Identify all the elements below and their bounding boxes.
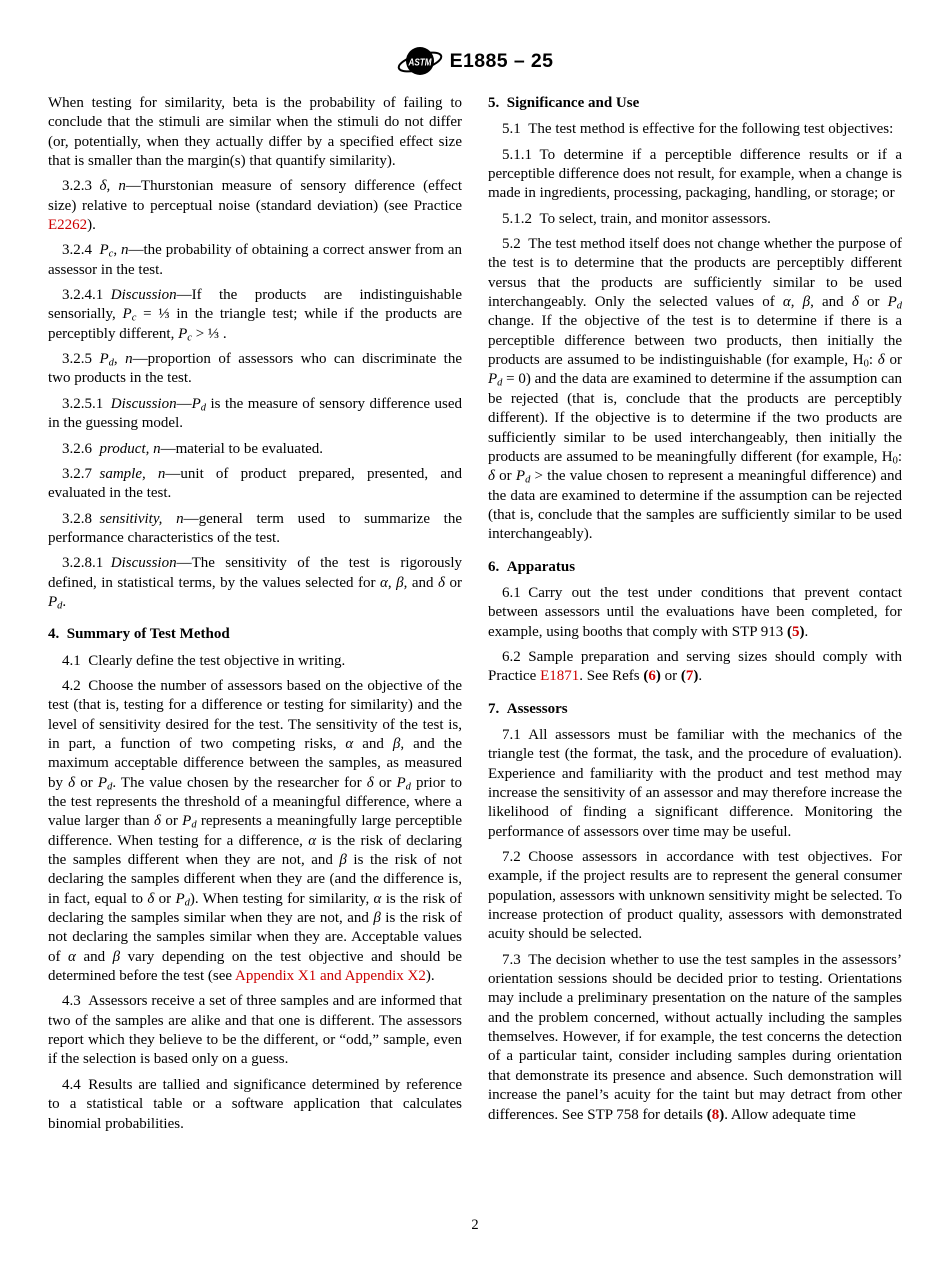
paragraph xyxy=(48,177,462,235)
paragraph xyxy=(48,350,462,389)
text-run: . See Refs xyxy=(579,668,644,685)
text-run: α xyxy=(308,832,317,849)
text-run: d xyxy=(108,357,114,369)
text-run: 6.2 Sample preparation and serving sizes should comply with Practice xyxy=(488,648,902,685)
paragraph xyxy=(488,210,902,229)
text-run: 4.1 Clearly define the test objective in writing. xyxy=(62,652,346,669)
paragraph xyxy=(488,584,902,642)
text-run: P xyxy=(99,351,109,368)
text-run: P xyxy=(178,325,188,342)
page-header xyxy=(0,42,950,80)
text-run: 4.3 Assessors receive a set of three samples and are informed that two of the samples are alike and that one is different. The assessors report which they believe to be the different, or “odd,” sample, even if the selection is based only on a guess. xyxy=(48,993,462,1068)
text-run: Discussion xyxy=(110,395,177,412)
text-run: 3.2.6 xyxy=(62,440,100,457)
text-run: 5.2 The test method itself does not change whether the purpose of the test is to determine that the products are perceptibly different versus that the products are sufficiently similar to be used interchangeably. Only the selected values of xyxy=(488,236,902,311)
text-run: δ xyxy=(366,774,374,791)
text-run: ( xyxy=(643,668,649,685)
paragraph xyxy=(488,848,902,945)
text-run: 3.2.8 xyxy=(62,510,100,527)
text-run: and xyxy=(75,948,113,965)
text-run: β xyxy=(112,948,121,965)
text-run: d xyxy=(200,402,207,414)
text-run: : xyxy=(897,448,902,465)
text-run: δ xyxy=(68,774,76,791)
reference-link[interactable]: 8 xyxy=(711,1106,720,1123)
paragraph xyxy=(48,677,462,987)
text-run: δ xyxy=(851,294,859,311)
text-run: > the value chosen to represent a meaningful difference) and the data are examined to determine if the assumption can be rejected (that is, conclude that the samples are sufficiently similar to be used interchangeably). xyxy=(488,468,902,543)
text-run: —unit of product prepared, presented, and evaluated in the test. xyxy=(48,465,462,502)
paragraph xyxy=(48,286,462,344)
text-run: or xyxy=(494,468,516,485)
paragraph xyxy=(48,510,462,549)
text-run: or xyxy=(373,774,397,791)
paragraph xyxy=(48,465,462,504)
paragraph xyxy=(48,94,462,171)
text-run: —If the products are indistinguishable sensorially, xyxy=(48,287,462,323)
text-run: . xyxy=(804,623,809,640)
text-run: When testing for similarity, beta is the probability of failing to conclude that the stimuli are similar when the stimuli do not differ (or, potentially, when they actually differ by a specified effect size that is smaller than the margin(s) that quantify similarity). xyxy=(48,95,462,170)
text-run: δ xyxy=(877,352,885,369)
text-run: ( xyxy=(680,668,686,685)
text-run: P xyxy=(887,294,897,311)
text-run: change. If the objective of the test is to determine if there is a perceptible difference between two products, then initially the products are assumed to be indistinguishable (for example, H xyxy=(488,313,902,369)
text-run: , xyxy=(113,351,126,368)
text-run: P xyxy=(99,242,109,259)
text-run: α xyxy=(782,294,791,311)
text-run: β xyxy=(396,574,404,591)
text-run: —general term used to summarize the performance characteristics of the test. xyxy=(48,510,462,546)
text-run: β xyxy=(373,910,381,927)
text-run: d xyxy=(184,897,190,909)
reference-link[interactable]: 5 xyxy=(792,623,800,640)
text-run: prior to the test represents the threshold of a meaningful difference, where a value larger than xyxy=(48,774,462,830)
text-run: is the risk of not declaring the samples different when they are (and the difference is, in fact, equal to xyxy=(48,852,462,907)
paragraph xyxy=(488,726,902,842)
paragraph xyxy=(48,241,462,280)
text-run: represents a meaningfully large perceptible difference. When testing for a difference, xyxy=(48,813,462,849)
text-run: 5.1 The test method is effective for the following test objectives: xyxy=(502,121,894,138)
text-run: or xyxy=(858,294,888,311)
text-run: β xyxy=(339,852,347,869)
astm-logo-icon xyxy=(397,42,443,80)
text-run: sensitivity, n xyxy=(99,510,184,527)
text-run: 6. Apparatus xyxy=(488,558,576,575)
text-run: d xyxy=(107,781,113,793)
text-run: — xyxy=(176,395,192,412)
text-run: 4.4 Results are tallied and significance determined by reference to a statistical table or a software application that calculates binomial probabilities. xyxy=(48,1076,462,1132)
reference-link[interactable]: E2262 xyxy=(48,217,88,234)
text-run: > ⅓ . xyxy=(191,325,227,342)
right-column xyxy=(488,94,902,1125)
paragraph xyxy=(48,652,462,671)
text-run: c xyxy=(187,332,192,344)
text-run: 3.2.5 xyxy=(62,351,100,368)
text-run: P xyxy=(48,593,58,610)
reference-link[interactable]: 7 xyxy=(685,668,694,685)
left-column xyxy=(48,94,462,1134)
text-run: product, n xyxy=(99,440,161,457)
text-run: 5.1.2 To select, train, and monitor assessors. xyxy=(502,210,771,227)
text-run: 0 xyxy=(863,358,869,370)
text-run: , xyxy=(387,574,397,591)
text-run: —the probability of obtaining a correct answer from an assessor in the test. xyxy=(48,242,462,278)
text-run: = 0) and the data are examined to determine if the assumption can be rejected (that is, conclude that the products are perceptibly different). If the objective is to determine if the two products are sufficiently similar to be used interchangeably, then initially the products are assumed to be meaningfully different (for example, H xyxy=(488,371,902,465)
text-run: 3.2.4 xyxy=(62,242,100,259)
reference-link[interactable]: 6 xyxy=(648,668,656,685)
section-heading xyxy=(488,700,902,719)
text-run: . xyxy=(62,593,67,610)
text-run: sample, n xyxy=(99,465,166,482)
paragraph xyxy=(488,235,902,545)
text-run: or xyxy=(884,352,903,369)
text-run: c xyxy=(131,313,137,325)
text-run: α xyxy=(68,948,76,965)
section-heading xyxy=(48,625,462,644)
text-run: 7.2 Choose assessors in accordance with test objectives. For example, if the project results are to represent the general consumer population, assessors with unknown sensitivity might be selected. To increase protection of product quality, assessors with demonstrated acuity should be selected. xyxy=(488,849,902,943)
paragraph xyxy=(48,554,462,612)
text-run: vary depending on the test objective and should be determined before the test (see xyxy=(48,948,462,985)
text-run: P xyxy=(515,468,526,485)
text-run: β xyxy=(392,735,401,752)
text-run: d xyxy=(896,300,902,312)
text-run: 5.1.1 To determine if a perceptible difference results or if a perceptible difference does not result, for example, when a change is made in ingredients, processing, packaging, handling, or storage; or xyxy=(488,146,902,202)
text-run: . Allow adequate time xyxy=(724,1106,856,1123)
text-run: . The value chosen by the researcher for xyxy=(112,774,367,791)
text-run: , and the maximum acceptable difference between the samples, as measured by xyxy=(48,735,462,791)
text-run: , and xyxy=(403,574,439,591)
text-run: 4. Summary of Test Method xyxy=(48,626,230,643)
text-run: 3.2.7 xyxy=(62,465,100,482)
text-run: d xyxy=(497,378,503,390)
text-run: —material to be evaluated. xyxy=(160,440,324,457)
text-run: δ xyxy=(147,890,155,907)
paragraph xyxy=(488,951,902,1125)
text-run: δ xyxy=(154,813,161,830)
text-run: and xyxy=(353,735,393,752)
text-run: P xyxy=(191,395,201,412)
text-run: ( xyxy=(706,1106,712,1123)
text-run: = ⅓ in the triangle test; while if the products are perceptibly different, xyxy=(48,306,463,342)
text-run: P xyxy=(97,774,108,791)
text-run: P xyxy=(396,774,406,791)
text-run: 3.2.3 xyxy=(62,178,100,195)
paragraph xyxy=(48,440,462,459)
text-run: ) xyxy=(719,1106,725,1123)
paragraph xyxy=(48,1076,462,1134)
text-run: P xyxy=(488,371,498,388)
text-run: 3.2.5.1 xyxy=(62,395,111,412)
text-run: —Thurstonian measure of sensory difference (effect size) relative to perceptual noise (standard deviation) (see Practice xyxy=(48,178,462,214)
text-run: ) xyxy=(655,668,661,685)
paragraph xyxy=(488,648,902,687)
text-run: ( xyxy=(787,623,793,640)
text-run: 7.3 The decision whether to use the test samples in the assessors’ orientation sessions should be decided prior to testing. Orientations may include a preliminary presentation on the nature of the samples and the problem concerned, without actually including the samples themselves. However, if for example, the test concerns the detection of a particular taint, consider including samples during orientation that demonstrate its presence and absence. Such demonstration will increase the panel’s acuity for the taint but may detract from other differences. See STP 758 for details xyxy=(488,951,902,1123)
paragraph xyxy=(488,120,902,139)
text-run: c xyxy=(108,249,114,261)
text-run: δ, n xyxy=(99,178,126,195)
text-run: . xyxy=(698,668,703,685)
text-run: 7. Assessors xyxy=(488,700,568,717)
text-run: ) xyxy=(799,623,805,640)
section-heading xyxy=(488,94,902,113)
text-run: 3.2.4.1 xyxy=(62,287,111,304)
text-run: β xyxy=(802,294,811,311)
text-run: δ xyxy=(438,574,446,591)
text-run: 3.2.8.1 xyxy=(62,555,111,572)
text-run: is the measure of sensory difference used in the guessing model. xyxy=(48,395,462,432)
text-run: or xyxy=(660,668,681,685)
text-run: , and xyxy=(810,294,852,311)
text-run: Discussion xyxy=(110,555,177,572)
text-run: α xyxy=(380,574,388,591)
text-run: : xyxy=(868,352,878,369)
text-run: is the risk of declaring the samples similar when they are not, and xyxy=(48,890,463,927)
svg-text:ASTM: ASTM xyxy=(407,56,432,69)
text-run: ). When testing for similarity, xyxy=(189,890,374,907)
page-number: 2 xyxy=(471,1217,479,1233)
text-run: or xyxy=(75,774,98,791)
text-run: ) xyxy=(693,668,699,685)
text-run: , xyxy=(113,242,121,259)
text-run: α xyxy=(345,735,354,752)
text-run: is the risk of declaring the samples different when they are not, and xyxy=(48,832,462,869)
text-run: is the risk of not declaring the samples similar when they are. Acceptable values of xyxy=(48,910,462,965)
paragraph xyxy=(48,992,462,1069)
text-run: 0 xyxy=(892,455,898,467)
text-run: P xyxy=(182,813,192,830)
text-run: 5. Significance and Use xyxy=(488,95,640,111)
text-run: d xyxy=(57,600,63,612)
text-run: n xyxy=(120,242,129,259)
text-run: —The sensitivity of the test is rigorously defined, in statistical terms, by the values selected for xyxy=(48,555,462,591)
text-run: δ xyxy=(488,468,495,485)
text-run: 6.1 Carry out the test under conditions that prevent contact between assessors until the evaluations have been completed, for example, using booths that comply with STP 913 xyxy=(488,584,902,640)
text-run: d xyxy=(525,474,531,486)
text-run: P xyxy=(175,890,185,907)
document-code: E1885 – 25 xyxy=(449,49,554,72)
text-run: α xyxy=(373,890,382,907)
text-run: d xyxy=(191,819,197,831)
paragraph xyxy=(488,146,902,204)
text-run: or xyxy=(154,890,176,907)
reference-link[interactable]: Appendix X1 and Appendix X2 xyxy=(235,968,426,985)
paragraph xyxy=(48,395,462,434)
text-run: n xyxy=(125,351,133,368)
text-run: —proportion of assessors who can discriminate the two products in the test. xyxy=(48,351,463,387)
text-run: 4.2 Choose the number of assessors based on the objective of the test (that is, testing for a difference or testing for similarity) and the level of sensitivity desired for the test. The sensitivity of the test is, in part, a function of two competing risks, xyxy=(48,677,462,752)
text-run: ). xyxy=(425,968,435,985)
text-run: P xyxy=(122,306,132,323)
text-run: or xyxy=(445,574,463,591)
text-run: , xyxy=(790,294,803,311)
text-run: or xyxy=(160,813,183,830)
page-footer xyxy=(0,1217,950,1234)
section-heading xyxy=(488,558,902,577)
text-run: ). xyxy=(87,217,96,234)
reference-link[interactable]: E1871 xyxy=(540,668,580,685)
text-run: Discussion xyxy=(110,287,177,304)
text-run: 7.1 All assessors must be familiar with the mechanics of the triangle test (the format, the task, and the procedure of evaluation). Experience and familiarity with the product and test method may increase the sensitivity of an assessor and may therefore increase the likelihood of finding a significant difference. Monitoring the performance of assessors over time may be useful. xyxy=(488,726,902,840)
text-run: d xyxy=(405,781,411,793)
